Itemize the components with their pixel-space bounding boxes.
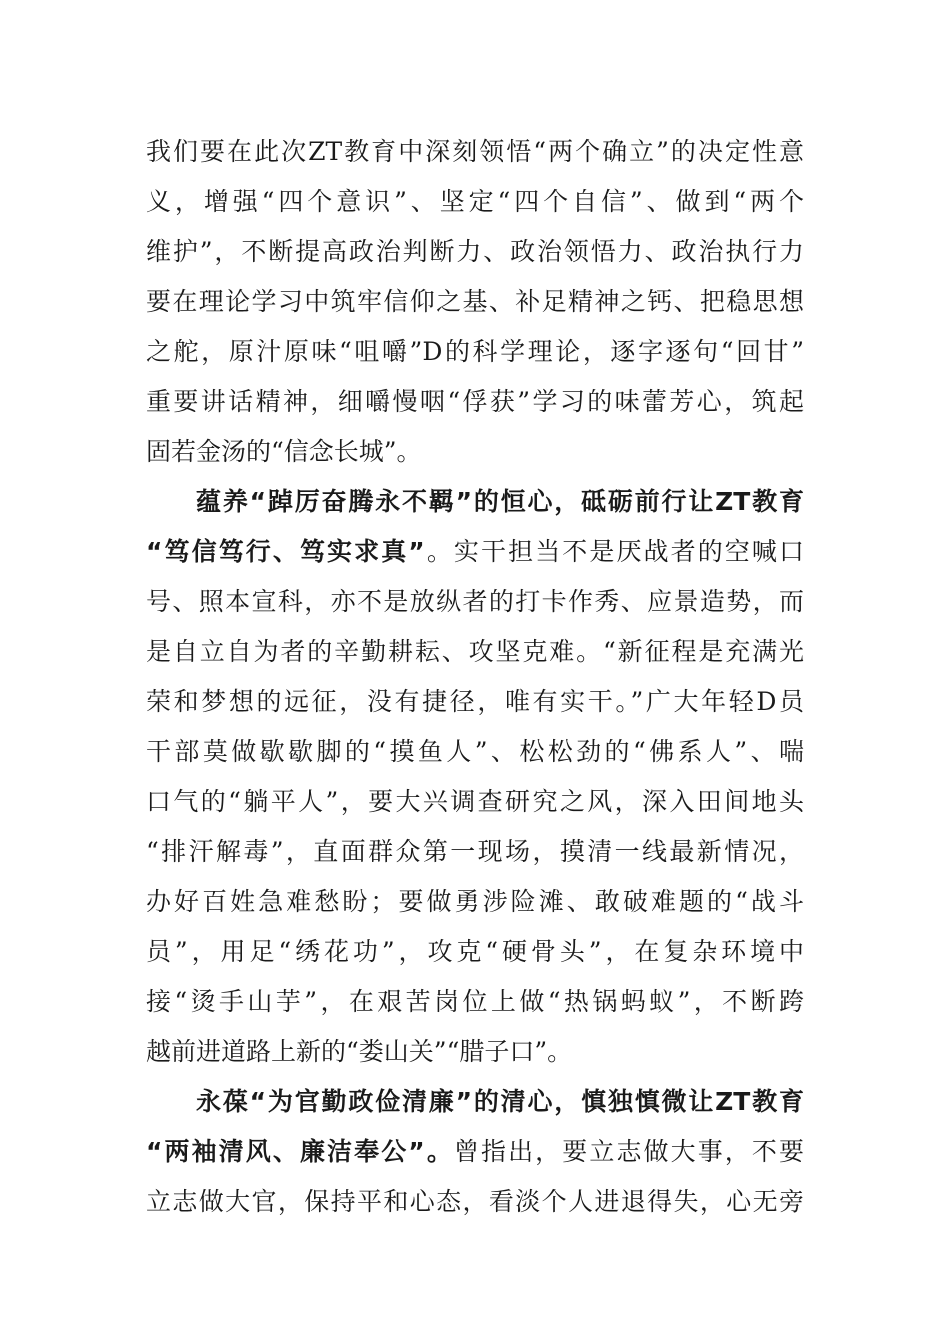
paragraph-line: 接“烫手山芋”，在艰苦岗位上做“热锅蚂蚁”，不断跨 [146, 987, 804, 1016]
paragraph-line: “笃信笃行、笃实求真”。实干担当不是厌战者的空喊口 [146, 537, 804, 566]
paragraph-line: 要在理论学习中筑牢信仰之基、补足精神之钙、把稳思想 [146, 287, 804, 316]
paragraph-line: 之舵，原汁原味“咀嚼”D的科学理论，逐字逐句“回甘” [146, 337, 804, 366]
paragraph-line: 我们要在此次ZT教育中深刻领悟“两个确立”的决定性意 [146, 137, 804, 166]
paragraph-line: 号、照本宣科，亦不是放纵者的打卡作秀、应景造势，而 [146, 587, 804, 616]
paragraph-line: 维护”，不断提高政治判断力、政治领悟力、政治执行力 [146, 237, 804, 266]
section-heading-tail: “两袖清风、廉洁奉公”。 [146, 1137, 454, 1166]
paragraph-line: 干部莫做歇歇脚的“摸鱼人”、松松劲的“佛系人”、喘 [146, 737, 804, 766]
section-heading-tail: “笃信笃行、笃实求真” [146, 537, 425, 566]
paragraph-line: “排汗解毒”，直面群众第一现场，摸清一线最新情况， [146, 837, 804, 866]
paragraph-text: 曾指出，要立志做大事，不要 [453, 1137, 804, 1166]
paragraph-line [146, 1127, 804, 1177]
paragraph-line: 是自立自为者的辛勤耕耘、攻坚克难。“新征程是充满光 [146, 637, 804, 666]
section-heading-line: 永葆“为官勤政俭清廉”的清心，慎独慎微让ZT教育 [196, 1087, 804, 1116]
paragraph-line: 员”，用足“绣花功”，攻克“硬骨头”，在复杂环境中 [146, 937, 804, 966]
paragraph-line: 办好百姓急难愁盼；要做勇涉险滩、敢破难题的“战斗 [146, 887, 804, 916]
section-heading-line: 蕴养“踔厉奋腾永不羁”的恒心，砥砺前行让ZT教育 [196, 487, 804, 516]
paragraph-line: 立志做大官，保持平和心态，看淡个人进退得失，心无旁 [146, 1187, 804, 1216]
paragraph-line: 固若金汤的“信念长城”。 [146, 437, 422, 466]
paragraph-line: 荣和梦想的远征，没有捷径，唯有实干。”广大年轻D员 [146, 687, 804, 716]
paragraph-line: 越前进道路上新的“娄山关”“腊子口”。 [146, 1037, 573, 1066]
paragraph-line: 义，增强“四个意识”、坚定“四个自信”、做到“两个 [146, 187, 804, 216]
paragraph-line: 口气的“躺平人”，要大兴调查研究之风，深入田间地头 [146, 787, 804, 816]
paragraph-line: 重要讲话精神，细嚼慢咽“俘获”学习的味蕾芳心，筑起 [146, 387, 804, 416]
